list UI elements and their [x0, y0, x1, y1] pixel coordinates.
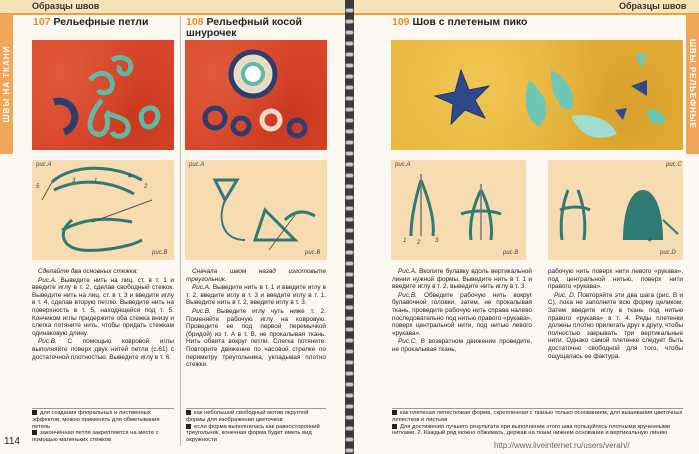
side-tab-label: ШВЫ НА ТКАНИ	[2, 45, 11, 123]
spiral-ring	[345, 250, 354, 255]
paragraph: Рис.B. Обведите рабочую нить вокруг булавочной головки, затем, не прокалывая ткань, проведите рабочую нить справа налево последовательно под нитью правого «рукава», поверх центральной нити, под нитью левого «рукава».	[392, 291, 532, 337]
page-number: 114	[4, 436, 20, 447]
spiral-ring	[345, 371, 354, 376]
fig-label-a: рис.A	[36, 162, 52, 168]
note-item: если форма выполнялась как равносторонний треугольник, конечная форма будет иметь вид окружности	[186, 423, 320, 444]
spiral-ring	[345, 151, 354, 156]
raised-loops-illustration	[32, 40, 174, 150]
bullet-icon	[186, 410, 191, 415]
diagram-mark: 4	[128, 174, 132, 180]
woven-picot-illustration	[391, 40, 683, 150]
spiral-ring	[345, 173, 354, 178]
diagram-mark: 1	[94, 178, 98, 184]
divider	[392, 408, 683, 409]
section-title-108: 108 Рельефный косой шнурочек	[186, 16, 302, 39]
diagram-mark: 3	[435, 238, 439, 244]
column-divider	[180, 16, 181, 446]
paragraph: рабочую нить поверх нити левого «рукава», под центральной нитью, поверх нити правого «рукава».	[548, 268, 683, 291]
spiral-ring	[345, 140, 354, 145]
note-108	[186, 410, 326, 444]
spiral-ring	[345, 195, 354, 200]
diagram-109-ab	[391, 160, 526, 260]
running-header: Образцы швов	[32, 1, 100, 11]
spiral-ring	[345, 305, 354, 310]
fig-label-b: рис.B	[305, 250, 321, 256]
diagram-108-drawing	[185, 160, 327, 260]
note-107	[32, 410, 174, 444]
spiral-ring	[345, 52, 354, 57]
side-tab-label: ШВЫ РЕЛЬЕФНЫЕ	[688, 38, 697, 129]
spiral-ring	[345, 294, 354, 299]
spiral-ring	[345, 228, 354, 233]
spiral-ring	[345, 382, 354, 387]
spiral-ring	[345, 184, 354, 189]
diagram-mark: 2	[417, 240, 421, 246]
diagram-mark: 5	[36, 184, 40, 190]
paragraph: Рис.B. Выведите иглу чуть ниже т. 2. Поменяйте рабочую иглу на ковровую. Проведите ее под первой перемычкой (бридой) из т. A в т. B, не прокалывая ткань. Нить обвита вокруг петли. Слегка потяните. Повторите движение по часовой стрелке по периметру треугольника, укладывая плотно стежки.	[186, 307, 326, 369]
spiral-ring	[345, 272, 354, 277]
spiral-ring	[345, 349, 354, 354]
diagram-109-ab-drawing	[391, 160, 526, 260]
fig-label-b: рис.B	[152, 250, 168, 256]
spiral-ring	[345, 283, 354, 288]
intro-text: Сделайте два основных стежка:	[38, 268, 139, 275]
spiral-ring	[345, 30, 354, 35]
spiral-ring	[345, 404, 354, 409]
diagram-mark: 3	[72, 178, 76, 184]
spiral-ring	[345, 162, 354, 167]
bullet-icon	[32, 410, 37, 415]
spiral-ring	[345, 206, 354, 211]
body-text-108	[186, 268, 326, 370]
paragraph: Рис.B. С помощью ковровой иглы выполняйте поверх двух нитей петли (с.61) с достаточной плотностью. Выведите иглу в т. 6.	[32, 338, 174, 361]
spiral-ring	[345, 448, 354, 453]
fig-label-a: рис.A	[395, 162, 411, 168]
bullet-icon	[392, 410, 397, 415]
note-item: для создания флоральных и лиственных эффектов; можно применять для обметывания петель	[32, 410, 160, 430]
paragraph: Рис.A. Выведите нить в т. 1 и введите иглу в т. 2, введите иглу в т. 3 и введите иглу в т. 1. Выведите нить в т. 2, введите иглу в т. 3.	[186, 284, 326, 307]
diagram-107-drawing	[32, 160, 174, 260]
spiral-ring	[345, 217, 354, 222]
watermark-url: http://www.liveinternet.ru/users/verah//	[494, 441, 630, 450]
note-item: как плетеная лепестковая форма, скрепленная с тканью только основанием, для вышивания цветочных лепестков и листьев	[392, 410, 683, 423]
diagram-109-cd	[548, 160, 683, 260]
spiral-ring	[345, 261, 354, 266]
photo-raised-loops	[32, 40, 174, 150]
diagram-mark: 2	[144, 184, 148, 190]
paragraph: Рис.A. Выведите нить на лиц. ст. в т. 1 и введите иглу в т. 2, сделав свободный стежок. Выведите нить на лиц. ст. в т. 3 и введите иглу в т. 4, сделав вторую петлю. Выведите нить на поверхность в т. 5, находящейся под т. 5. Кончиком иглы придержите оба стежка внизу и слегка потяните нить, чтобы придать стежкам одинаковую длину.	[32, 276, 174, 337]
fig-label-b: рис.B	[503, 250, 519, 256]
left-page	[0, 0, 345, 454]
spiral-ring	[345, 107, 354, 112]
paragraph: Рис.A. Вколите булавку вдоль вертикальной линии нужной формы. Выведите нить в т. 1 и введите иглу в т. 2, выведите нить иглу в т. 3.	[392, 268, 532, 291]
fig-label-c: рис.C	[666, 162, 682, 168]
spiral-ring	[345, 426, 354, 431]
section-title-109: 109 Шов с плетеным пико	[392, 16, 528, 28]
bullet-icon	[186, 424, 191, 429]
paragraph: Рис. D. Повторяйте эти два шага (рис. B и C), пока не заполните всю форму целиком. Затем введите иглу в ткань под нитью правого «рукава» в т. 4. Ряды плетенки должны плотно прилегать друг к другу, чтобы полностью закрывать три вертикальные нити. Однако самой плетенке следует быть достаточно свободной для того, чтобы ощущалась ее фактура.	[548, 291, 683, 360]
spiral-ring	[345, 437, 354, 442]
fig-label-d: рис.D	[660, 250, 676, 256]
side-tab	[0, 14, 13, 154]
section-title-107: 107 Рельефные петли	[33, 16, 149, 28]
diagram-mark: 4	[648, 238, 652, 244]
spiral-ring	[345, 118, 354, 123]
spiral-ring	[345, 85, 354, 90]
diagram-109-cd-drawing	[548, 160, 683, 260]
fig-label-a: рис.A	[189, 162, 205, 168]
spiral-ring	[345, 338, 354, 343]
note-item: закончённая петля закрепляется на месте с помощью маленьких стежков	[32, 430, 159, 444]
body-text-109-col2	[548, 268, 683, 361]
spiral-ring	[345, 129, 354, 134]
spiral-ring	[345, 327, 354, 332]
intro-text: Сначала швом назад изготовьте треугольник.	[186, 268, 326, 283]
spiral-ring	[345, 393, 354, 398]
whipped-cord-illustration	[185, 40, 327, 150]
body-text-107	[32, 268, 174, 362]
paragraph: Рис.C. В возвратном движении проведите, не прокалывая ткань,	[392, 338, 532, 353]
photo-raised-whipped-cord	[185, 40, 327, 150]
diagram-108	[185, 160, 327, 260]
spiral-ring	[345, 19, 354, 24]
spiral-ring	[345, 63, 354, 68]
running-header: Образцы швов	[619, 1, 687, 11]
spiral-binding	[345, 0, 354, 454]
note-109	[392, 410, 683, 437]
side-tab	[686, 14, 699, 154]
diagram-mark: 1	[403, 238, 407, 244]
body-text-109-col1	[392, 268, 532, 355]
bullet-icon	[32, 430, 37, 435]
right-page	[354, 0, 699, 454]
note-item: как небольшой свободный мотив округлой формы для изображения цветочков	[186, 410, 309, 423]
diagram-107	[32, 160, 174, 260]
spiral-ring	[345, 360, 354, 365]
spiral-ring	[345, 8, 354, 13]
spiral-ring	[345, 74, 354, 79]
spiral-ring	[345, 316, 354, 321]
divider	[32, 408, 174, 409]
note-item: Для достижения лучшего результата при выполнении этого шва пользуйтесь плотными крученными нитками. 2. Каждый ряд можно обжимать, держав на ткани нижнем основании и вертикальную линию	[392, 423, 671, 437]
spiral-ring	[345, 96, 354, 101]
spiral-ring	[345, 239, 354, 244]
bullet-icon	[392, 424, 397, 429]
photo-woven-picot	[391, 40, 683, 150]
divider	[186, 408, 326, 409]
spiral-ring	[345, 41, 354, 46]
spiral-ring	[345, 415, 354, 420]
